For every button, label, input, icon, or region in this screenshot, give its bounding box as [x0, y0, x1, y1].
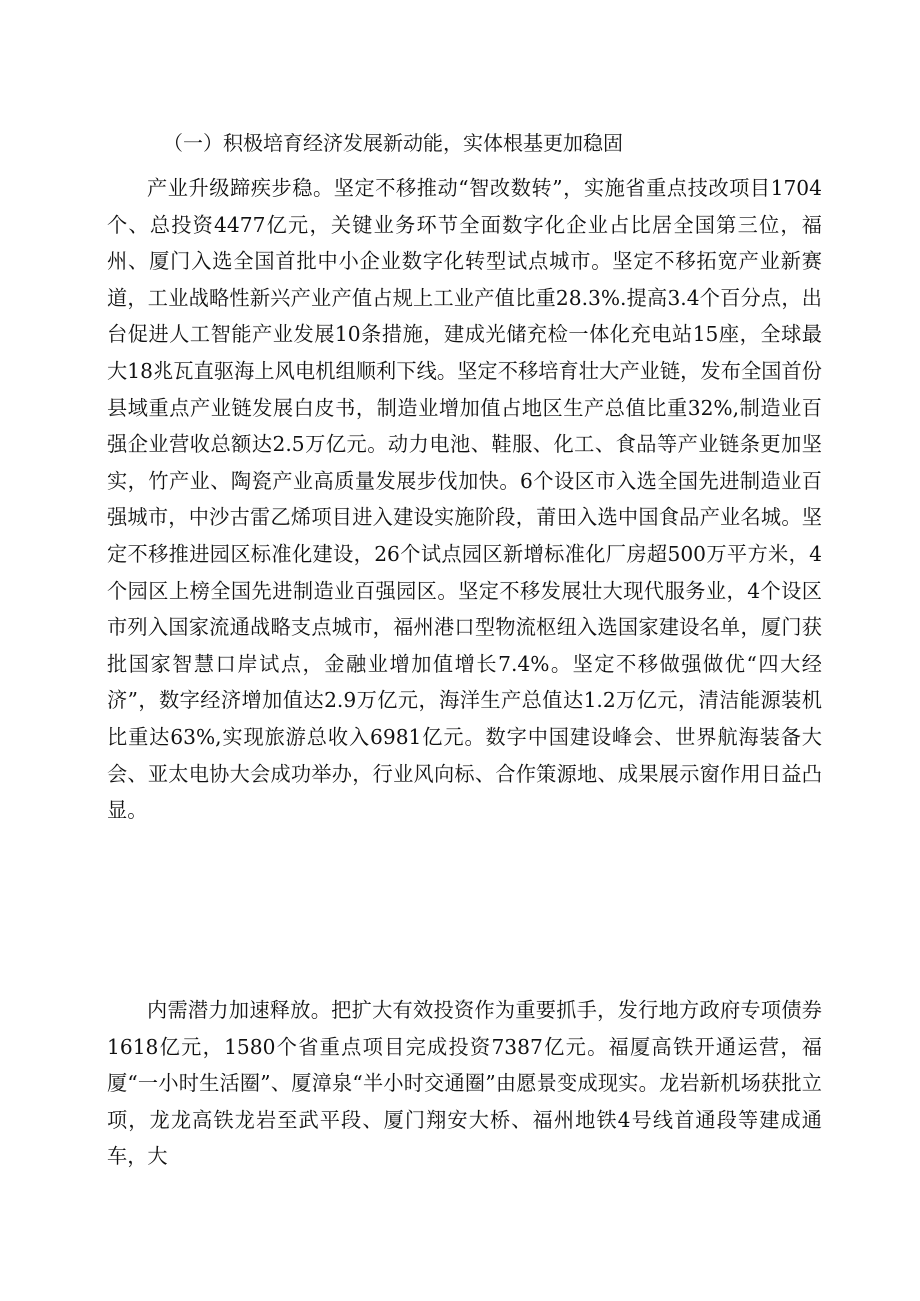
- paragraph-industrial-upgrade: 产业升级蹄疾步稳。坚定不移推动“智改数转”，实施省重点技改项目1704个、总投资4477亿元，关键业务环节全面数字化企业占比居全国第三位，福州、厦门入选全国首批中小企业数字化转型试点城市。坚定不移拓宽产业新赛道，工业战略性新兴产业产值占规上工业产值比重28.3%.提高3.4个百分点，出台促进人工智能产业发展10条措施，建成光储充检一体化充电站15座，全球最大18兆瓦直驱海上风电机组顺利下线。坚定不移培育壮大产业链，发布全国首份县域重点产业链发展白皮书，制造业增加值占地区生产总值比重32%,制造业百强企业营收总额达2.5万亿元。动力电池、鞋服、化工、食品等产业链条更加坚实，竹产业、陶瓷产业高质量发展步伐加快。6个设区市入选全国先进制造业百强城市，中沙古雷乙烯项目进入建设实施阶段，莆田入选中国食品产业名城。坚定不移推进园区标准化建设，26个试点园区新增标准化厂房超500万平方米，4个园区上榜全国先进制造业百强园区。坚定不移发展壮大现代服务业，4个设区市列入国家流通战略支点城市，福州港口型物流枢纽入选国家建设名单，厦门获批国家智慧口岸试点，金融业增加值增长7.4%。坚定不移做强做优“四大经济”，数字经济增加值达2.9万亿元，海洋生产总值达1.2万亿元，清洁能源装机比重达63%,实现旅游总收入6981亿元。数字中国建设峰会、世界航海装备大会、亚太电协大会成功举办，行业风向标、合作策源地、成果展示窗作用日益凸显。: [107, 176, 822, 823]
- paragraph-domestic-demand: 内需潜力加速释放。把扩大有效投资作为重要抓手，发行地方政府专项债券1618亿元，1580个省重点项目完成投资7387亿元。福厦高铁开通运营，福厦“一小时生活圈”、厦漳泉“半小时交通圈”由愿景变成现实。龙岩新机场获批立项，龙龙高铁龙岩至武平段、厦门翔安大桥、福州地铁4号线首通段等建成通车，大: [107, 998, 822, 1169]
- section-heading: （一）积极培育经济发展新动能，实体根基更加稳固: [163, 131, 623, 155]
